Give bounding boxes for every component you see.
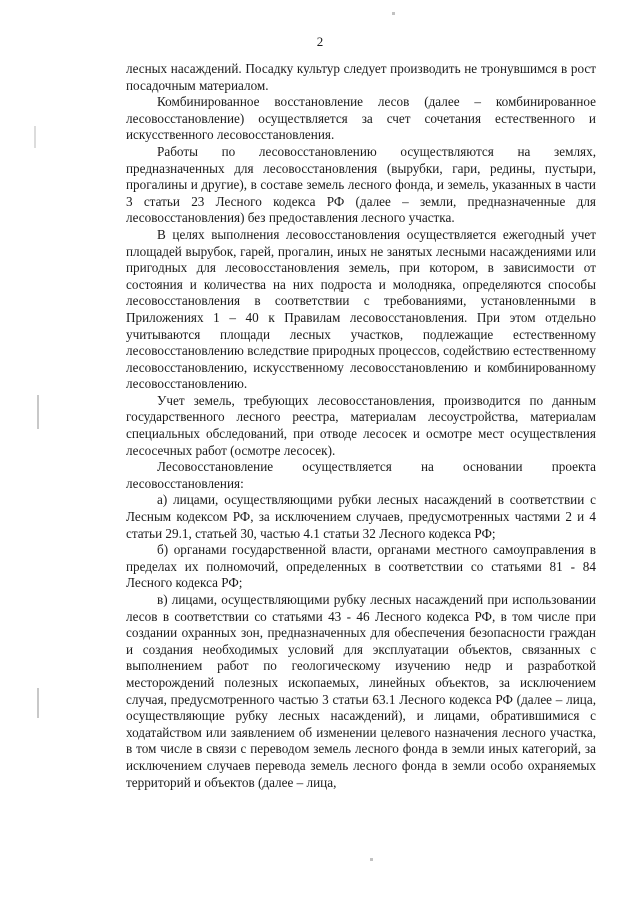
- page-number: 2: [316, 34, 324, 49]
- scan-artifact: [370, 858, 373, 861]
- list-item: в) лицами, осуществляющими рубку лесных насаждений при использовании лесов в соответствии со статьями 43 - 46 Лесного кодекса РФ, в том числе при создании охранных зон, предназначенных для обеспечения безопасности граждан и создания необходимых условий для эксплуатации объектов, связанных с выполнением работ по геологическому изучению недр и разработкой месторождений полезных ископаемых, линейных объектов, за исключением случая, предусмотренного частью 3 статьи 63.1 Лесного кодекса РФ (далее – лица, осуществляющие рубку лесных насаждений), и лицами, обратившимися с ходатайством или заявлением об изменении целевого назначения лесного участка, в том числе в связи с переводом земель лесного фонда в земли иных категорий, за исключением случаев перевода земель лесного фонда в земли особо охраняемых территорий и объектов (далее – лица,: [126, 592, 596, 790]
- paragraph: лесных насаждений. Посадку культур следует производить не тронувшимся в рост посадочным материалом.: [126, 61, 596, 93]
- paragraph: В целях выполнения лесовосстановления осуществляется ежегодный учет площадей вырубок, гарей, прогалин, иных не занятых лесными насаждениями или пригодных для лесовосстановления земель, при котором, в зависимости от состояния и количества на них подроста и молодняка, определяются способы лесовосстановления в соответствии с требованиями, установленными в Приложениях 1 – 40 к Правилам лесовосстановления. При этом отдельно учитываются площади лесных участков, подлежащие естественному лесовосстановлению вследствие природных процессов, содействию естественному лесовосстановлению, искусственному лесовосстановлению и комбинированному лесовосстановлению.: [126, 226, 596, 392]
- paragraph: Работы по лесовосстановлению осуществляются на землях, предназначенных для лесовосстановления (вырубки, гари, редины, пустыри, прогалины и другие), в составе земель лесного фонда, и земель, указанных в части 3 статьи 23 Лесного кодекса РФ (далее – земли, предназначенные для лесовосстановления) без предоставления лесного участка.: [126, 143, 596, 226]
- scan-artifact: [37, 688, 39, 718]
- scan-artifact: [392, 12, 395, 15]
- paragraph: Комбинированное восстановление лесов (далее – комбинированное лесовосстановление) осуществляется за счет сочетания естественного и искусственного лесовосстановления.: [126, 94, 596, 143]
- scan-artifact: [34, 126, 36, 148]
- paragraph: Лесовосстановление осуществляется на основании проекта лесовосстановления:: [126, 459, 596, 491]
- paragraph: Учет земель, требующих лесовосстановления, производится по данным государственного лесного реестра, материалам лесоустройства, материалам специальных обследований, при отводе лесосек и осмотре мест осуществления лесосечных работ (осмотре лесосек).: [126, 392, 596, 458]
- list-item: б) органами государственной власти, органами местного самоуправления в пределах их полномочий, определенных в соответствии со статьями 81 - 84 Лесного кодекса РФ;: [126, 542, 596, 591]
- scan-artifact: [37, 395, 39, 429]
- list-item: а) лицами, осуществляющими рубки лесных насаждений в соответствии с Лесным кодексом РФ, за исключением случаев, предусмотренных частями 2 и 4 статьи 29.1, статьей 30, частью 4.1 статьи 32 Лесного кодекса РФ;: [126, 492, 596, 541]
- document-body: [126, 61, 596, 791]
